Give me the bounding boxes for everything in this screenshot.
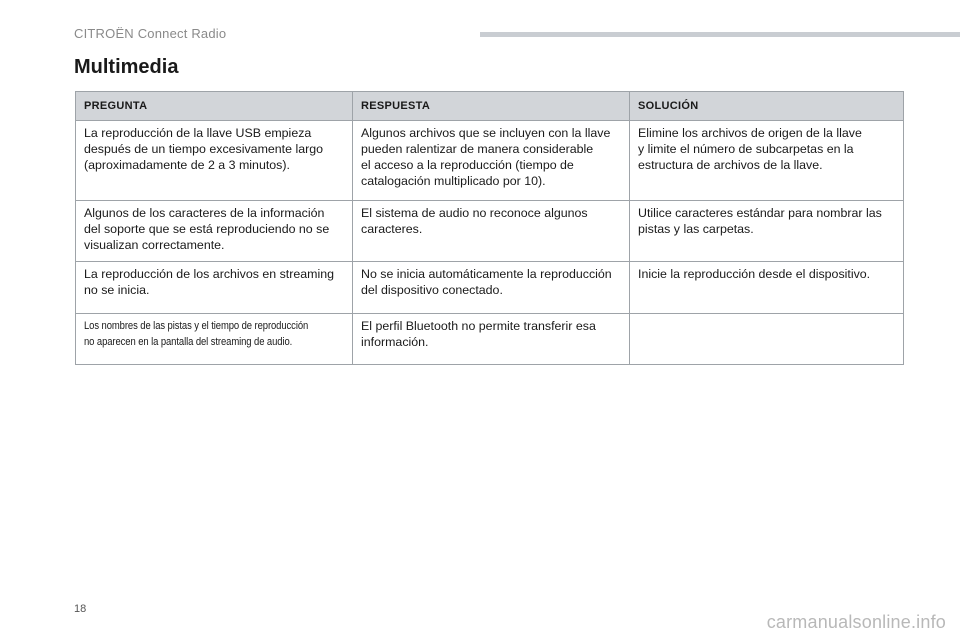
question-text: La reproducción de los archivos en streaming no se inicia. bbox=[84, 267, 335, 297]
answer-text: El sistema de audio no reconoce algunos caracteres. bbox=[361, 206, 588, 236]
question-cell bbox=[76, 201, 353, 262]
table-row bbox=[76, 314, 904, 365]
page-number: 18 bbox=[74, 603, 87, 615]
table-row bbox=[76, 262, 904, 314]
solution-text: Elimine los archivos de origen de la llave y limite el número de subcarpetas en la estructura de archivos de la llave. bbox=[638, 126, 862, 172]
question-cell bbox=[76, 314, 353, 365]
watermark-text: carmanualsonline.info bbox=[766, 612, 946, 632]
table-row bbox=[76, 201, 904, 262]
table-row bbox=[76, 121, 904, 201]
question-cell bbox=[76, 262, 353, 314]
solution-cell bbox=[630, 121, 904, 201]
solution-cell bbox=[630, 201, 904, 262]
solution-text: Inicie la reproducción desde el dispositivo. bbox=[638, 267, 871, 281]
table-header-row bbox=[76, 92, 904, 121]
answer-cell bbox=[353, 314, 630, 365]
column-header-solution: SOLUCIÓN bbox=[630, 92, 904, 121]
document-header-title: CITROËN Connect Radio bbox=[74, 26, 227, 41]
answer-text: Algunos archivos que se incluyen con la llave pueden ralentizar de manera considerable el acceso a la reproducción (tiempo de catalogación multiplicado por 10). bbox=[361, 126, 611, 188]
question-text: La reproducción de la llave USB empieza después de un tiempo excesivamente largo (aproximadamente de 2 a 3 minutos). bbox=[84, 126, 324, 172]
column-header-answer: RESPUESTA bbox=[353, 92, 630, 121]
solution-cell bbox=[630, 314, 904, 365]
answer-cell bbox=[353, 121, 630, 201]
faq-table bbox=[75, 91, 904, 365]
answer-cell bbox=[353, 201, 630, 262]
section-title: Multimedia bbox=[74, 56, 179, 78]
question-text: Algunos de los caracteres de la información del soporte que se está reproduciendo no se visualizan correctamente. bbox=[84, 206, 330, 252]
question-cell bbox=[76, 121, 353, 201]
column-header-question: PREGUNTA bbox=[76, 92, 353, 121]
answer-text: El perfil Bluetooth no permite transferir esa información. bbox=[361, 319, 596, 349]
solution-text: Utilice caracteres estándar para nombrar las pistas y las carpetas. bbox=[638, 206, 882, 236]
answer-cell bbox=[353, 262, 630, 314]
solution-cell bbox=[630, 262, 904, 314]
answer-text: No se inicia automáticamente la reproducción del dispositivo conectado. bbox=[361, 267, 612, 297]
question-text: Los nombres de las pistas y el tiempo de reproducción no aparecen en la pantalla del streaming de audio. bbox=[84, 320, 309, 348]
header-divider-bar bbox=[480, 32, 960, 37]
